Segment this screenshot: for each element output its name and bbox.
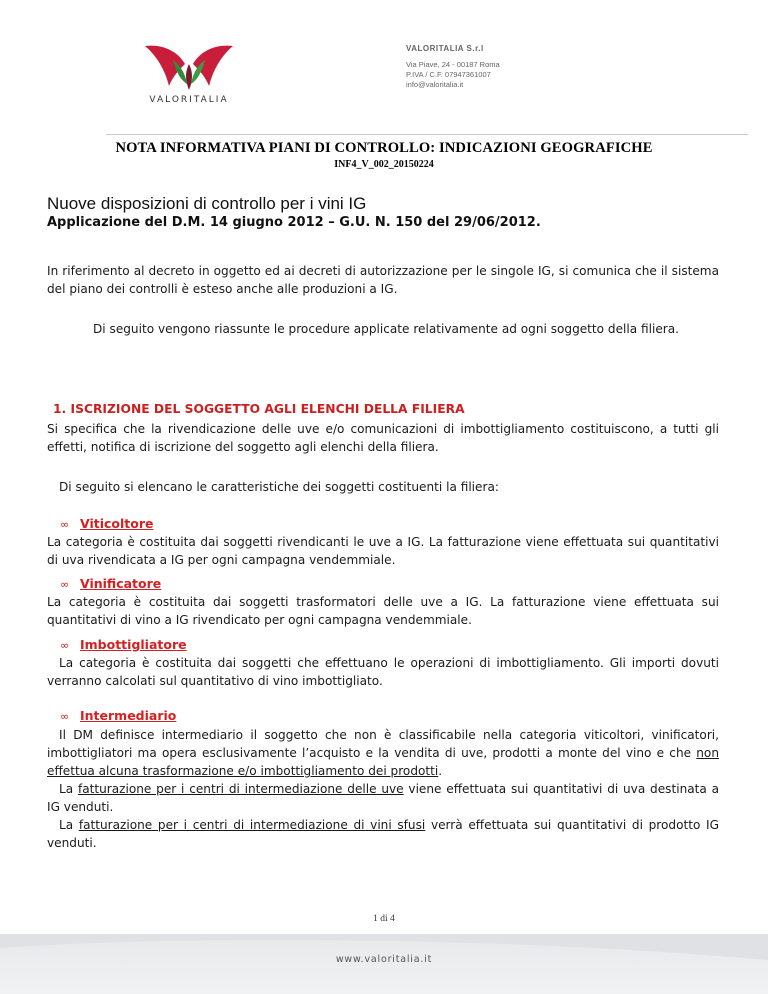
- intro-text: In riferimento al decreto in oggetto ed ai decreti di autorizzazione per le singole IG, si comunica che il sistema del piano dei controlli è esteso anche alle produzioni a IG.: [47, 264, 719, 296]
- category-viticoltore-text: [47, 533, 719, 569]
- bullet-icon: ∞: [60, 639, 70, 652]
- valoritalia-logo: [135, 40, 243, 120]
- intro-paragraph: [47, 262, 719, 298]
- company-info: [406, 44, 500, 90]
- billing-text-pre: La: [59, 782, 78, 796]
- category-intermediario-text: [47, 726, 719, 852]
- category-imbottigliatore-title: [60, 637, 187, 652]
- list-intro-paragraph: [47, 478, 719, 496]
- intermediario-vini-billing: [47, 816, 719, 852]
- category-text: La categoria è costituita dai soggetti rivendicanti le uve a IG. La fatturazione viene effettuata sui quantitativi di uva rivendicata a IG per ogni campagna vendemmiale.: [47, 535, 719, 567]
- category-vinificatore-title: [60, 576, 161, 591]
- category-label: Viticoltore: [80, 516, 154, 531]
- category-imbottigliatore-text: [47, 654, 719, 690]
- category-text: La categoria è costituita dai soggetti che effettuano le operazioni di imbottigliamento. Gli importi dovuti verranno calcolati sul quantitativo di vino imbottigliato.: [47, 656, 719, 688]
- category-label: Intermediario: [80, 708, 177, 723]
- bullet-icon: ∞: [60, 710, 70, 723]
- section-1-text: Si specifica che la rivendicazione delle uve e/o comunicazioni di imbottigliamento costituiscono, a tutti gli effetti, notifica di iscrizione del soggetto agli elenchi della filiera.: [47, 422, 719, 454]
- bullet-icon: ∞: [60, 578, 70, 591]
- company-email: info@valoritalia.it: [406, 80, 464, 89]
- list-intro-text: Di seguito si elencano le caratteristiche dei soggetti costituenti la filiera:: [59, 480, 499, 494]
- category-intermediario-title: [60, 708, 176, 723]
- logo-mark-icon: [143, 40, 235, 92]
- category-viticoltore-title: [60, 516, 154, 531]
- billing-text-post: verrà effettuata sui quantitativi di prodotto IG venduti.: [47, 818, 719, 850]
- document-code: INF4_V_002_20150224: [334, 159, 434, 170]
- bullet-icon: ∞: [60, 518, 70, 531]
- footer-url: www.valoritalia.it: [335, 954, 433, 965]
- summary-paragraph: [47, 320, 719, 338]
- definition-end: .: [438, 764, 443, 778]
- section-subheading: Applicazione del D.M. 14 giugno 2012 – G.U. N. 150 del 29/06/2012.: [47, 215, 541, 230]
- category-label: Vinificatore: [80, 576, 162, 591]
- intermediario-uve-billing: [47, 780, 719, 816]
- section-heading: Nuove disposizioni di controllo per i vini IG: [47, 194, 367, 213]
- header-divider: [106, 134, 748, 135]
- billing-underlined: fatturazione per i centri di intermediazione di vini sfusi: [78, 818, 426, 832]
- billing-text-pre: La: [59, 818, 79, 832]
- section-1-title: 1. ISCRIZIONE DEL SOGGETTO AGLI ELENCHI DELLA FILIERA: [53, 402, 465, 416]
- document-title: NOTA INFORMATIVA PIANI DI CONTROLLO: INDICAZIONI GEOGRAFICHE: [115, 140, 653, 156]
- billing-text-post: viene effettuata sui quantitativi di uva destinata a IG venduti.: [47, 782, 719, 814]
- page-footer: [0, 934, 768, 994]
- page-number: 1 di 4: [373, 914, 395, 924]
- category-text: La categoria è costituita dai soggetti trasformatori delle uve a IG. La fatturazione viene effettuata sui quantitativi di vino a IG rivendicato per ogni campagna vendemmiale.: [47, 595, 719, 627]
- category-label: Imbottigliatore: [80, 637, 187, 652]
- logo-text: VALORITALIA: [149, 95, 229, 105]
- summary-text: Di seguito vengono riassunte le procedure applicate relativamente ad ogni soggetto della filiera.: [93, 322, 680, 336]
- intermediario-definition: [47, 726, 719, 780]
- definition-text: Il DM definisce intermediario il soggetto che non è classificabile nella categoria viticoltori, vinificatori, imbottigliatori ma opera esclusivamente l’acquisto e la vendita di uve, prodotti a monte del vino e che: [47, 728, 719, 760]
- billing-underlined: fatturazione per i centri di intermediazione delle uve: [77, 782, 404, 796]
- company-name: VALORITALIA S.r.l: [406, 44, 484, 53]
- company-vat: P.IVA / C.F. 07947361007: [406, 70, 491, 79]
- category-vinificatore-text: [47, 593, 719, 629]
- definition-underlined: non effettua alcuna trasformazione e/o imbottigliamento dei prodotti: [47, 746, 719, 778]
- company-address: Via Piave, 24 - 00187 Roma: [406, 60, 500, 69]
- section-1-paragraph: [47, 420, 719, 456]
